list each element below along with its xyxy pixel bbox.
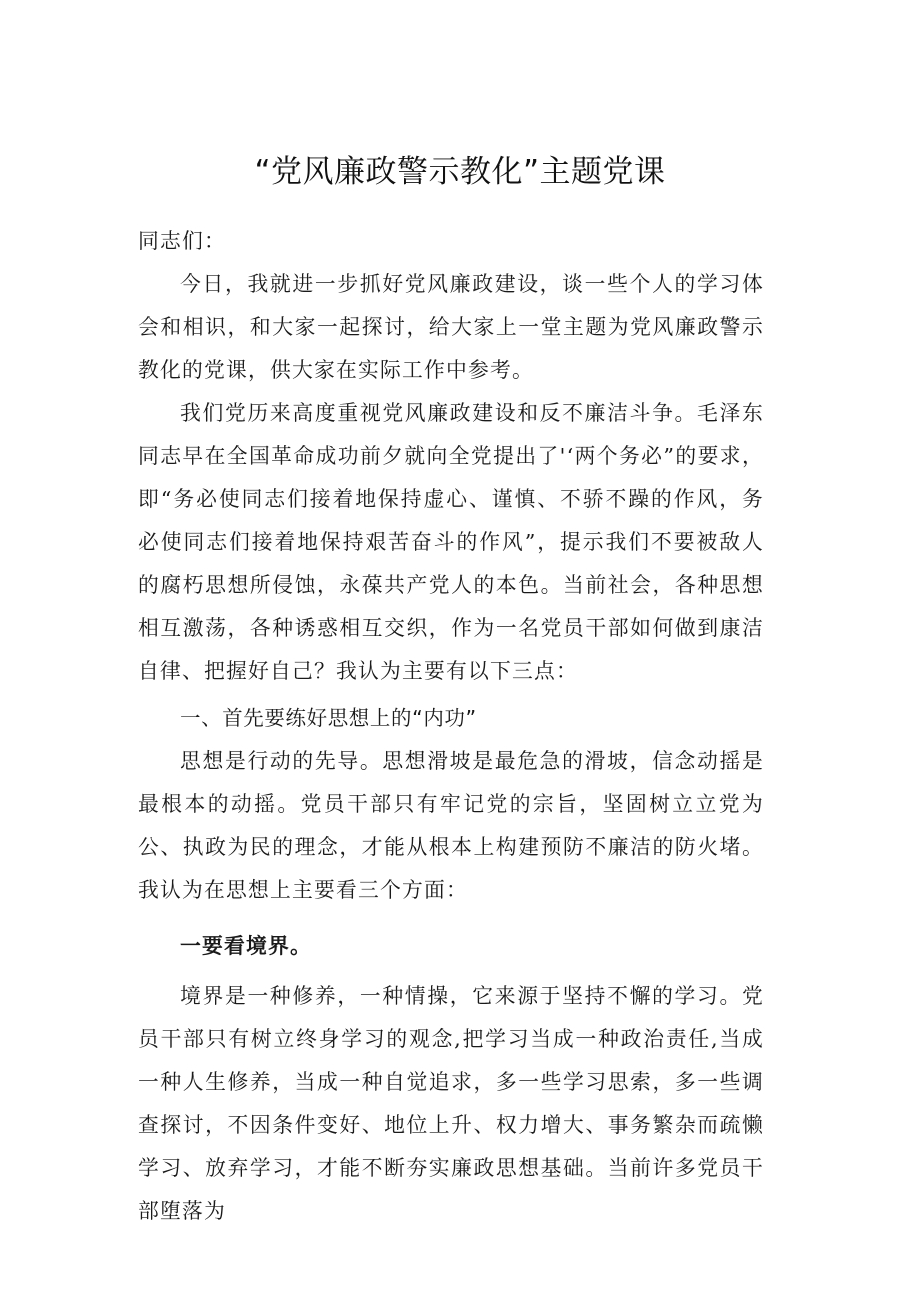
paragraph-intro: 今日，我就进一步抓好党风廉政建设，谈一些个人的学习体会和相识，和大家一起探讨，给大家上一堂主题为党风廉政警示教化的党课，供大家在实际工作中参考。 (138, 272, 764, 382)
document-body (138, 220, 764, 1233)
paragraph-thought: 思想是行动的先导。思想滑坡是最危急的滑坡，信念动摇是最根本的动摇。党员干部只有牢记党的宗旨，坚固树立立党为公、执政为民的理念，才能从根本上构建预防不廉洁的防火堵。我认为在思想上主要看三个方面： (138, 749, 764, 902)
paragraph-realm: 境界是一种修养，一种情操，它来源于坚持不懈的学习。党员干部只有树立终身学习的观念,把学习当成一种政治责任,当成一种人生修养，当成一种自觉追求，多一些学习思索，多一些调查探讨，不因条件变好、地位上升、权力增大、事务繁杂而疏懒学习、放弃学习，才能不断夯实廉政思想基础。当前许多党员干部堕落为 (138, 984, 764, 1223)
section-heading: 一、首先要练好思想上的“内功” (180, 706, 477, 730)
subheading-realm: 一要看境界。 (180, 933, 312, 958)
paragraph-history: 我们党历来高度重视党风廉政建设和反不廉洁斗争。毛泽东同志早在全国革命成功前夕就向全党提出了'‘两个务必”的要求，即“务必使同志们接着地保持虚心、谨慎、不骄不躁的作风，务必使同志们接着地保持艰苦奋斗的作风”，提示我们不要被敌人的腐朽思想所侵蚀，永葆共产党人的本色。当前社会，各种思想相互激荡，各种诱惑相互交织，作为一名党员干部如何做到康洁自律、把握好自己？我认为主要有以下三点： (138, 401, 764, 683)
document-title: “党风廉政警示教化”主题党课 (254, 154, 666, 190)
salutation: 同志们： (138, 229, 226, 253)
